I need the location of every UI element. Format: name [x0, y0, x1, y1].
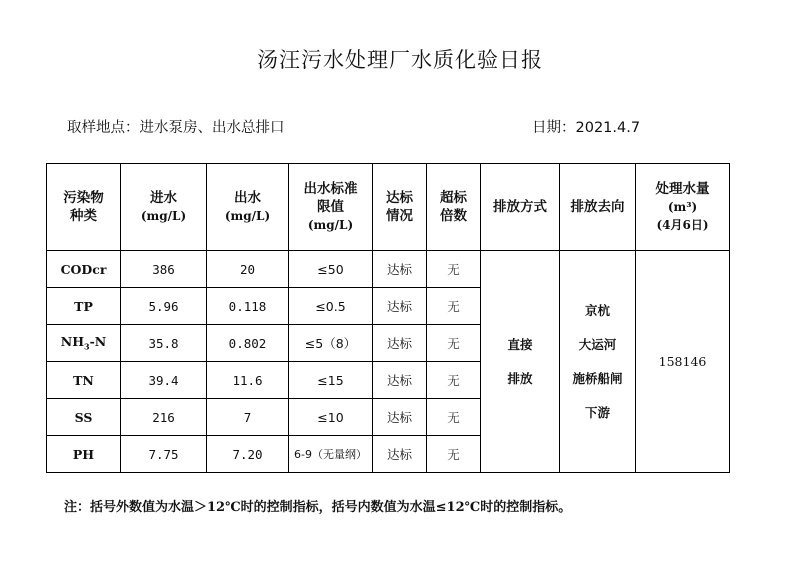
row-effluent: 0.118 [207, 288, 289, 325]
row-effluent: 0.802 [207, 325, 289, 362]
header-discharge-destination: 排放去向 [560, 164, 636, 251]
table-row [47, 251, 730, 288]
row-influent: 7.75 [121, 436, 207, 473]
header-effluent: 出水 (mg/L) [207, 164, 289, 251]
row-effluent: 7 [207, 399, 289, 436]
water-quality-table [46, 163, 730, 473]
report-date: 日期：2021.4.7 [532, 120, 641, 136]
row-compliance: 达标 [373, 288, 427, 325]
row-exceed: 无 [427, 251, 481, 288]
flow-value-cell: 158146 [636, 251, 730, 473]
row-standard: ≤15 [289, 362, 373, 399]
row-influent: 35.8 [121, 325, 207, 362]
row-item: TP [47, 288, 121, 325]
report-title: 汤汪污水处理厂水质化验日报 [257, 48, 543, 72]
row-item: SS [47, 399, 121, 436]
header-discharge-method: 排放方式 [481, 164, 560, 251]
header-pollutant: 污染物 种类 [47, 164, 121, 251]
row-influent: 216 [121, 399, 207, 436]
row-compliance: 达标 [373, 436, 427, 473]
row-exceed: 无 [427, 436, 481, 473]
row-effluent: 11.6 [207, 362, 289, 399]
row-compliance: 达标 [373, 325, 427, 362]
header-influent: 进水 (mg/L) [121, 164, 207, 251]
row-standard: 6-9（无量纲） [289, 436, 373, 473]
row-influent: 5.96 [121, 288, 207, 325]
row-influent: 386 [121, 251, 207, 288]
row-standard: ≤5（8） [289, 325, 373, 362]
row-exceed: 无 [427, 325, 481, 362]
discharge-destination-cell: 京杭 大运河 施桥船闸 下游 [560, 251, 636, 473]
sampling-location: 取样地点：进水泵房、出水总排口 [67, 120, 285, 136]
row-effluent: 20 [207, 251, 289, 288]
header-flow: 处理水量 (m³) (4月6日) [636, 164, 730, 251]
row-exceed: 无 [427, 399, 481, 436]
header-row [47, 164, 730, 251]
row-standard: ≤50 [289, 251, 373, 288]
row-compliance: 达标 [373, 362, 427, 399]
header-exceed: 超标 倍数 [427, 164, 481, 251]
row-item: CODcr [47, 251, 121, 288]
row-exceed: 无 [427, 288, 481, 325]
discharge-method-cell: 直接 排放 [481, 251, 560, 473]
footnote: 注：括号外数值为水温＞12℃时的控制指标，括号内数值为水温≤12℃时的控制指标。 [64, 500, 572, 515]
row-influent: 39.4 [121, 362, 207, 399]
row-compliance: 达标 [373, 251, 427, 288]
row-compliance: 达标 [373, 399, 427, 436]
row-item: $NH_3-N$ [47, 325, 121, 362]
row-exceed: 无 [427, 362, 481, 399]
header-standard: 出水标准 限值 (mg/L) [289, 164, 373, 251]
row-effluent: 7.20 [207, 436, 289, 473]
header-compliance: 达标 情况 [373, 164, 427, 251]
row-standard: ≤0.5 [289, 288, 373, 325]
row-item: PH [47, 436, 121, 473]
row-item: TN [47, 362, 121, 399]
row-standard: ≤10 [289, 399, 373, 436]
